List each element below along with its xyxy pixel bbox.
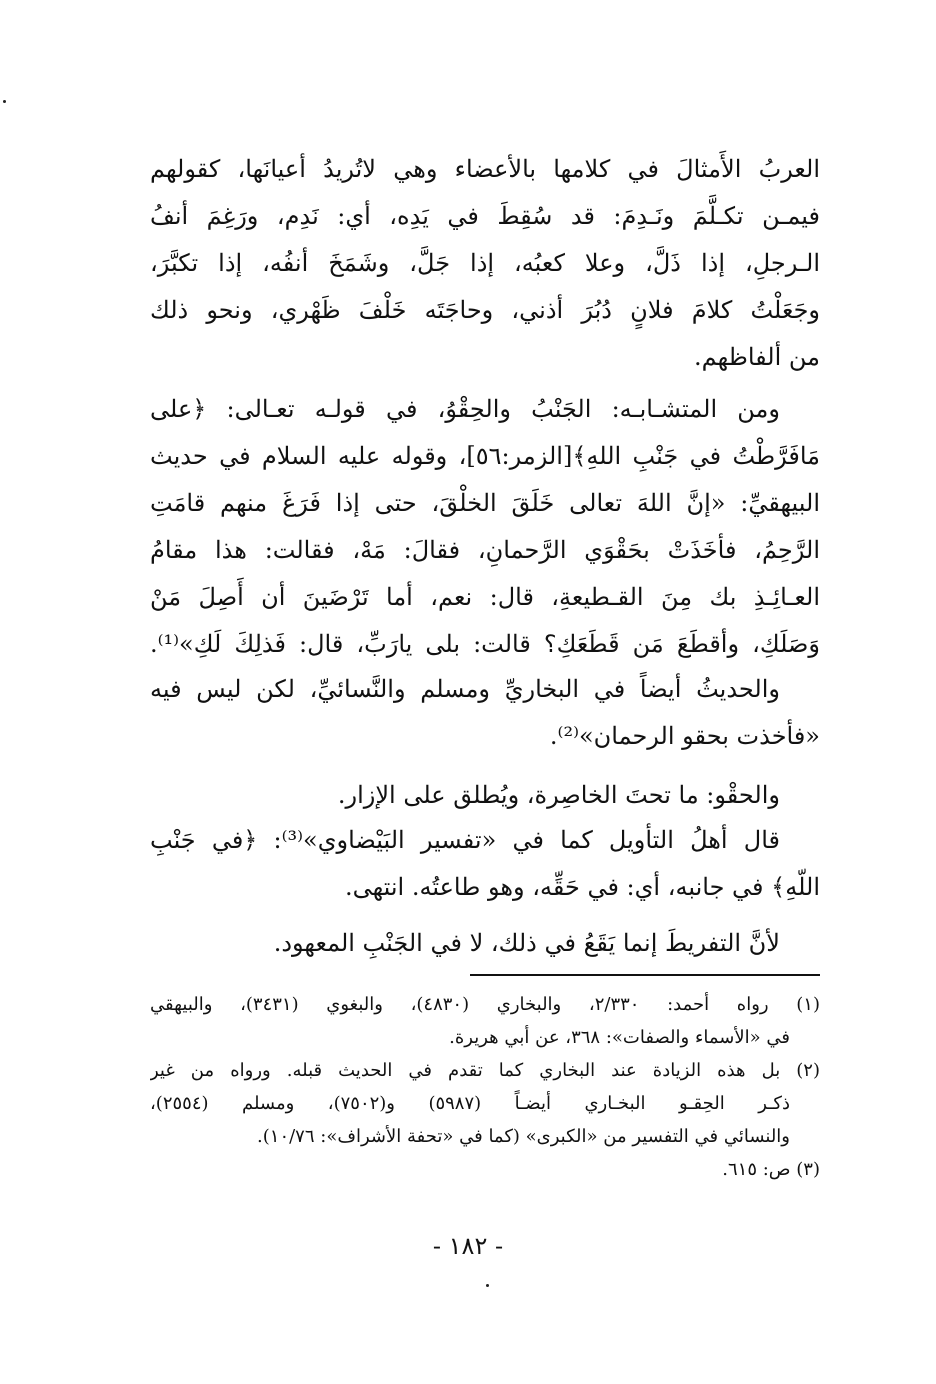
text-line: لأنَّ التفريطَ إنما يَقَعُ في ذلك، لا في الجَنْبِ المعهود. <box>273 929 780 957</box>
text-line: الرَّحِمُ، فأخَذَتْ بحَقْوَي الرَّحمانِ، فقالَ: مَهْ، فقالت: هذا مقامُ <box>150 536 820 564</box>
paragraph-5 <box>150 817 820 911</box>
text-line: وَصَلَكِ، وأقطَعَ مَن قَطَعَكِ؟ قالت: بلى يارَبِّ، قال: فَذلِكَ لَكِ»⁽¹⁾. <box>150 630 820 658</box>
scan-speck <box>486 1284 489 1287</box>
paragraph-4 <box>150 772 820 819</box>
footnote-3 <box>150 1153 820 1186</box>
footnote-line: (١) رواه أحمد: ٢/٣٣٠، والبخاري (٤٨٣٠)، والبغوي (٣٤٣١)، والبيهقي <box>150 994 820 1015</box>
text-line: مَافَرَّطْتُ في جَنْبِ اللهِ﴾[الزمر:٥٦]، وقوله عليه السلام في حديث <box>150 442 820 470</box>
footnote-line: في «الأسماء والصفات»: ٣٦٨، عن أبي هريرة. <box>449 1027 790 1048</box>
scan-speck <box>3 100 6 103</box>
text-line: والحديثُ أيضاً في البخاريِّ ومسلم والنَّسائيِّ، لكن ليس فيه <box>150 675 780 703</box>
paragraph-3 <box>150 666 820 760</box>
text-line: البيهقيِّ: «إنَّ اللهَ تعالى خَلَقَ الخلْقَ، حتى إذا فَرَغَ منهم قامَتِ <box>150 489 820 517</box>
text-line: والحقْو: ما تحتَ الخاصِرة، ويُطلق على الإزار. <box>337 781 780 809</box>
paragraph-2 <box>150 386 820 668</box>
footnote-2 <box>150 1054 820 1153</box>
paragraph-6 <box>150 920 820 967</box>
text-line: العـائِـذِ بك مِنَ القـطيعةِ، قال: نعم، أما تَرْضَينَ أن أَصِلَ مَنْ <box>150 583 820 611</box>
text-line: اللّهِ﴾ في جانبه، أي: في حَقِّه، وهو طاعتُه. انتهى. <box>344 873 820 901</box>
text-line: وجَعَلْتُ كلامَ فلانٍ دُبُرَ أذني، وحاجَتَه خَلْفَ ظَهْري، ونحو ذلك <box>150 296 820 324</box>
text-line: الـرجلِ، إذا ذَلَّ، وعلا كعبُه، إذا جَلَّ، وشَمَخَ أنفُه، إذا تكبَّرَ، <box>150 249 820 277</box>
text-line: العربُ الأَمثالَ في كلامها بالأعضاء وهي لاتُريدُ أعيانَها، كقولهم <box>150 155 820 183</box>
page-number: - ١٨٢ - <box>432 1232 504 1260</box>
text-line: «فأخذت بحقو الرحمان»⁽²⁾. <box>549 722 820 750</box>
paragraph-1 <box>150 146 820 381</box>
footnote-line: ذكـر الحِقـو البخـاري أيضـاً (٥٩٨٧) و(٧٥٠٢)، ومسلم (٢٥٥٤)، <box>150 1093 790 1114</box>
footnote-line: (٢) بل هذه الزيادة عند البخاري كما تقدم في الحديث قبله. ورواه من غير <box>150 1060 820 1081</box>
text-line: ومن المتشـابـه: الجَنْبُ والحِقْوُ، في قولـه تعـالى: ﴿على <box>150 395 780 423</box>
footnote-line: (٣) ص: ٦١٥. <box>722 1159 820 1180</box>
footnote-separator <box>470 974 820 976</box>
footnotes <box>150 988 820 1186</box>
footnote-line: والنسائي في التفسير من «الكبرى» (كما في «تحفة الأشراف»: ١٠/٧٦). <box>257 1126 790 1147</box>
text-line: قال أهلُ التأويل كما في «تفسير البَيْضاوي»⁽³⁾: ﴿في جَنْبِ <box>150 826 780 854</box>
footnote-1 <box>150 988 820 1054</box>
text-line: من ألفاظهم. <box>694 343 820 371</box>
text-line: فيمـن تكـلَّمَ ونَـدِمَ: قد سُقِطَ في يَدِه، أي: نَدِم، ورَغِمَ أنفُ <box>150 202 820 230</box>
